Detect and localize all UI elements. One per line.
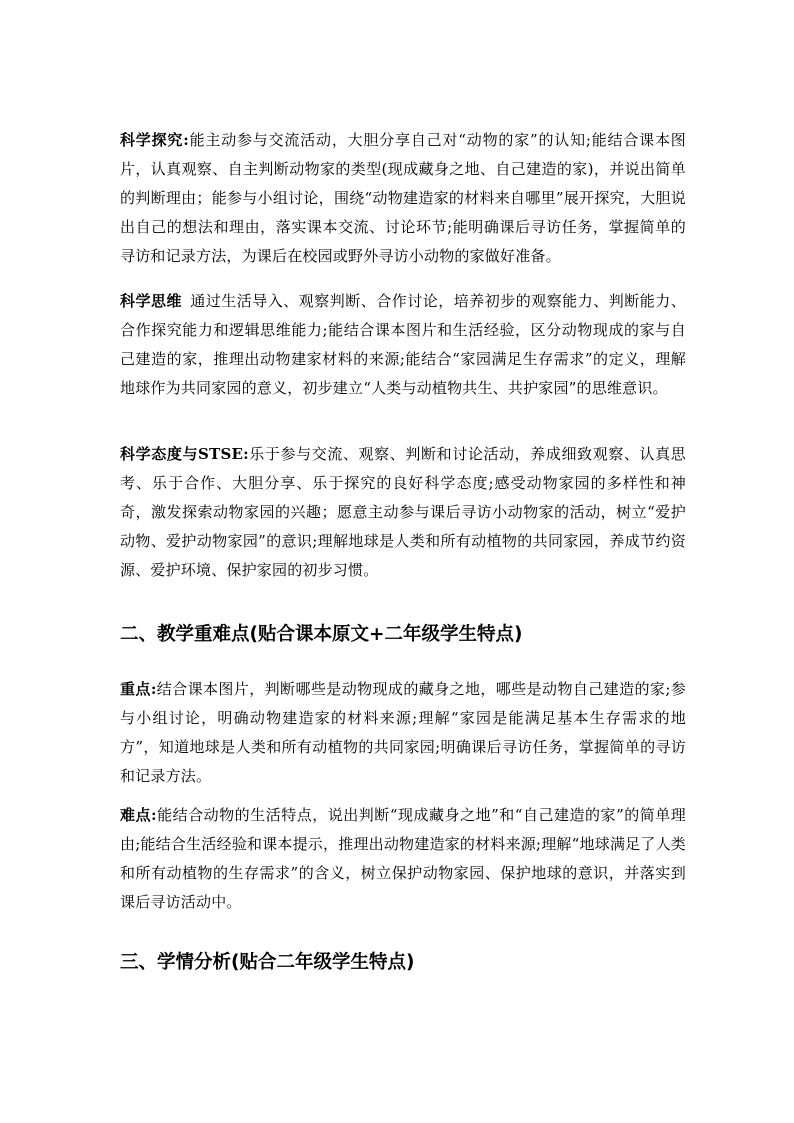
difficulties-text: 能结合动物的生活特点，说出判断“现成藏身之地”和“自己建造的家”的简单理由;能结合生活经验和课本提示，推理出动物建造家的材料来源;理解“地球满足了人类和所有动植物的生存需求”的含义，树立保护动物家园、保护地球的意识，并落实到课后寻访活动中。	[120, 806, 686, 911]
paragraph-science-thinking	[120, 287, 686, 403]
science-inquiry-text: 能主动参与交流活动，大胆分享自己对“动物的家”的认知;能结合课本图片，认真观察、自主判断动物家的类型(现成藏身之地、自己建造的家)，并说出简单的判断理由；能参与小组讨论，围绕“动物建造家的材料来自哪里”展开探究，大胆说出自己的想法和理由，落实课本交流、讨论环节;能明确课后寻访任务，掌握简单的寻访和记录方法，为课后在校园或野外寻访小动物的家做好准备。	[120, 131, 686, 265]
science-thinking-label: 科学思维	[120, 292, 182, 310]
difficulties-label: 难点:	[120, 806, 157, 824]
paragraph-science-inquiry	[120, 126, 686, 271]
science-attitude-label: 科学态度与STSE:	[120, 445, 249, 463]
science-thinking-text: 通过生活导入、观察判断、合作讨论，培养初步的观察能力、判断能力、合作探究能力和逻辑思维能力;能结合课本图片和生活经验，区分动物现成的家与自己建造的家，推理出动物建家材料的来源;能结合“家园满足生存需求”的定义，理解地球作为共同家园的意义，初步建立“人类与动植物共生、共护家园”的思维意识。	[120, 292, 686, 397]
key-points-label: 重点:	[120, 680, 157, 698]
section-heading-learner-analysis: 三、学情分析(贴合二年级学生特点)	[120, 952, 415, 973]
science-attitude-text: 乐于参与交流、观察、判断和讨论活动，养成细致观察、认真思考、乐于合作、大胆分享、乐于探究的良好科学态度;感受动物家园的多样性和神奇，激发探索动物家园的兴趣；愿意主动参与课后寻访小动物家的活动，树立“爱护动物、爱护动物家园”的意识;理解地球是人类和所有动植物的共同家园，养成节约资源、爱护环境、保护家园的初步习惯。	[120, 445, 686, 579]
paragraph-science-attitude	[120, 440, 686, 585]
section-heading-difficulties: 二、教学重难点(贴合课本原文+二年级学生特点)	[120, 624, 523, 645]
key-points-text: 结合课本图片，判断哪些是动物现成的藏身之地，哪些是动物自己建造的家;参与小组讨论，明确动物建造家的材料来源;理解“家园是能满足基本生存需求的地方”，知道地球是人类和所有动植物的共同家园;明确课后寻访任务，掌握简单的寻访和记录方法。	[120, 680, 686, 785]
paragraph-key-points	[120, 675, 686, 791]
paragraph-difficulties	[120, 801, 686, 917]
science-inquiry-label: 科学探究:	[120, 131, 189, 149]
